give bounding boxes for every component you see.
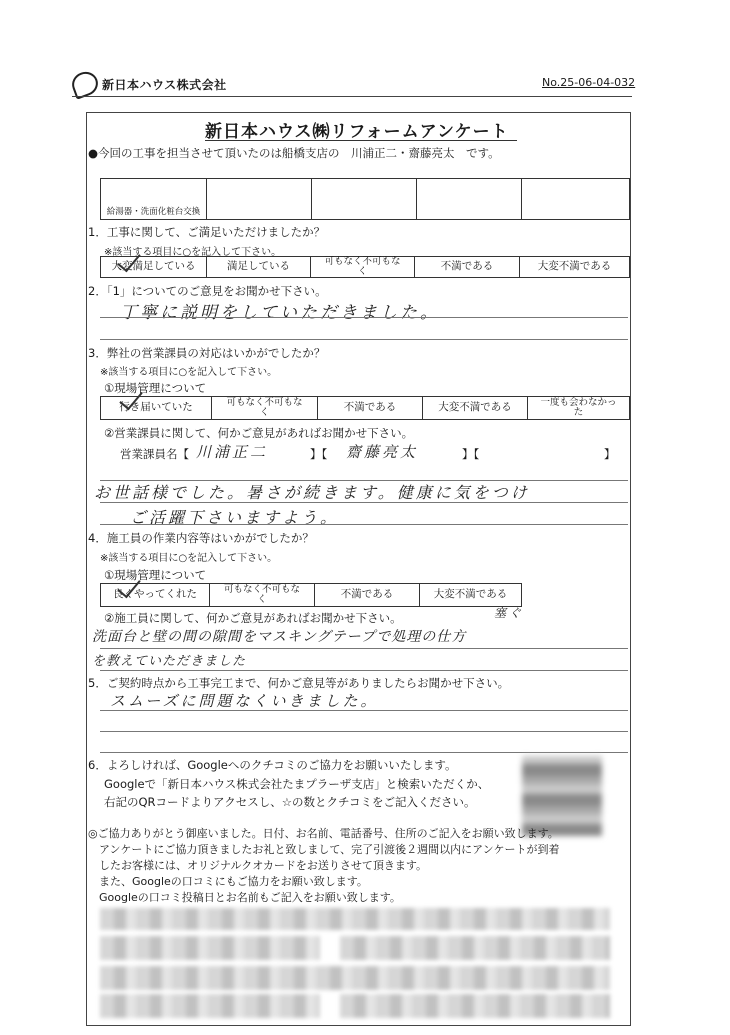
q4-answer-line1: 洗面台と壁の間の隙間をマスキングテープで処理の仕方 (92, 629, 467, 645)
closing-line: ◎ご協力ありがとう御座いました。日付、お名前、電話番号、住所のご記入をお願い致します。 (88, 827, 559, 840)
q3-option[interactable]: 不満である (318, 397, 423, 419)
closing-line: Googleの口コミ投稿日とお名前もご記入をお願い致します。 (88, 891, 401, 904)
q4-option[interactable]: 可もなく不可もな く (210, 584, 315, 606)
staff-name-1: 川浦正二 (196, 443, 269, 461)
q6-line1: 6．よろしければ、Googleへのクチコミのご協力をお願いいたします。 (88, 758, 457, 772)
company-name: 新日本ハウス株式会社 (102, 77, 227, 92)
q3-sub1: ①現場管理について (104, 381, 207, 395)
work-cell (522, 179, 629, 219)
q4-question: 4．施工員の作業内容等はいかがでしたか？ (88, 531, 314, 545)
answer-line (100, 339, 628, 340)
answer-line (100, 317, 628, 318)
q3-options (100, 396, 630, 420)
answer-line (100, 731, 628, 732)
staff-separator: 】 (604, 447, 616, 461)
closing-line: また、Googleの口コミにもご協力をお願い致します。 (88, 875, 368, 888)
redacted-info (340, 936, 610, 960)
q2-answer: 丁寧に説明をしていただきました。 (120, 303, 440, 323)
redacted-info (100, 966, 610, 990)
q2-question: 2．「1」についてのご意見をお聞かせ下さい。 (88, 284, 327, 298)
q4-answer-line2: を教えていただきました (92, 654, 247, 669)
q3-option[interactable]: 可もなく不可もな く (212, 397, 318, 419)
work-cell: 給湯器・洗面化粧台交換 (101, 179, 207, 219)
q3-note: ※該当する項目に○を記入して下さい。 (100, 367, 278, 378)
redacted-info (100, 994, 320, 1018)
work-cell (207, 179, 312, 219)
q1-option[interactable]: 可もなく不可もな く (311, 257, 415, 277)
logo-mark-icon (69, 68, 102, 99)
closing-line: したお客様には、オリジナルクオカードをお送りさせて頂きます。 (88, 859, 428, 872)
answer-line (100, 752, 628, 753)
q5-question: 5．ご契約時点から工事完工まで、何かご意見等がありましたらお聞かせ下さい。 (88, 676, 510, 690)
q3-sub2: ②営業課員に関して、何かご意見があればお聞かせ下さい。 (104, 426, 414, 440)
q4-option[interactable]: 大変不満である (433, 588, 508, 601)
title-underline (205, 140, 517, 141)
q3-question: 3．弊社の営業課員の対応はいかがでしたか？ (88, 346, 326, 360)
q3-option[interactable]: 行き届いていた (101, 397, 212, 419)
q1-option[interactable]: 大変満足している (101, 257, 207, 277)
redacted-info (100, 908, 610, 930)
closing-line: アンケートにご協力頂きましたお礼と致しまして、完了引渡後２週間以内にアンケートが到着 (88, 843, 560, 856)
answer-line (100, 524, 628, 525)
q4-option[interactable]: 良くやってくれた (101, 584, 210, 606)
answer-line (100, 670, 628, 671)
q1-note: ※該当する項目に○を記入して下さい。 (104, 247, 282, 258)
answer-line (100, 648, 628, 649)
document-number: No.25-06-04-032 (542, 76, 636, 89)
q4-answer-note: 塞ぐ (494, 606, 525, 620)
q4-sub1: ①現場管理について (104, 568, 207, 582)
q1-options (100, 256, 630, 278)
answer-line (100, 502, 628, 503)
q6-line3: 右記のQRコードよりアクセスし、☆の数とクチコミをご記入ください。 (104, 795, 476, 809)
redacted-info (340, 994, 610, 1018)
q6-line2: Googleで「新日本ハウス株式会社たまプラーザ支店」と検索いただくか、 (104, 777, 490, 791)
q5-answer: スムーズに問題なくいきました。 (110, 692, 379, 710)
qr-code-icon[interactable] (522, 756, 602, 836)
survey-title: 新日本ハウス㈱リフォームアンケート (205, 122, 509, 142)
answer-line (100, 710, 628, 711)
q1-question: 1．工事に関して、ご満足いただけましたか？ (88, 225, 326, 239)
q3-answer-line2: ご活躍下さいますよう。 (130, 508, 340, 527)
q1-option[interactable]: 不満である (415, 257, 520, 277)
q4-note: ※該当する項目に○を記入して下さい。 (100, 553, 278, 564)
staff-name-2: 齋藤亮太 (346, 443, 419, 461)
header-divider (72, 96, 632, 97)
q3-option[interactable]: 大変不満である (423, 397, 528, 419)
work-cell (417, 179, 522, 219)
work-cell (312, 179, 417, 219)
q1-option[interactable]: 満足している (207, 257, 311, 277)
q4-options (100, 583, 522, 607)
company-logo (72, 72, 227, 96)
q1-option[interactable]: 大変不満である (537, 260, 612, 273)
q3-answer-line1: お世話様でした。暑さが続きます。健康に気をつけ (94, 483, 530, 502)
work-table (100, 178, 630, 220)
staff-label: 営業課員名【 (120, 447, 189, 461)
redacted-info (100, 936, 320, 960)
q4-option[interactable]: 不満である (315, 584, 420, 606)
staff-separator: 】【 (462, 447, 480, 461)
q3-option[interactable]: 一度も会わなかっ た (540, 396, 617, 418)
intro-text: ●今回の工事を担当させて頂いたのは船橋支店の 川浦正二・齋藤亮太 です。 (88, 146, 500, 160)
q4-sub2: ②施工員に関して、何かご意見があればお聞かせ下さい。 (104, 611, 402, 625)
staff-separator: 】【 (310, 447, 328, 461)
